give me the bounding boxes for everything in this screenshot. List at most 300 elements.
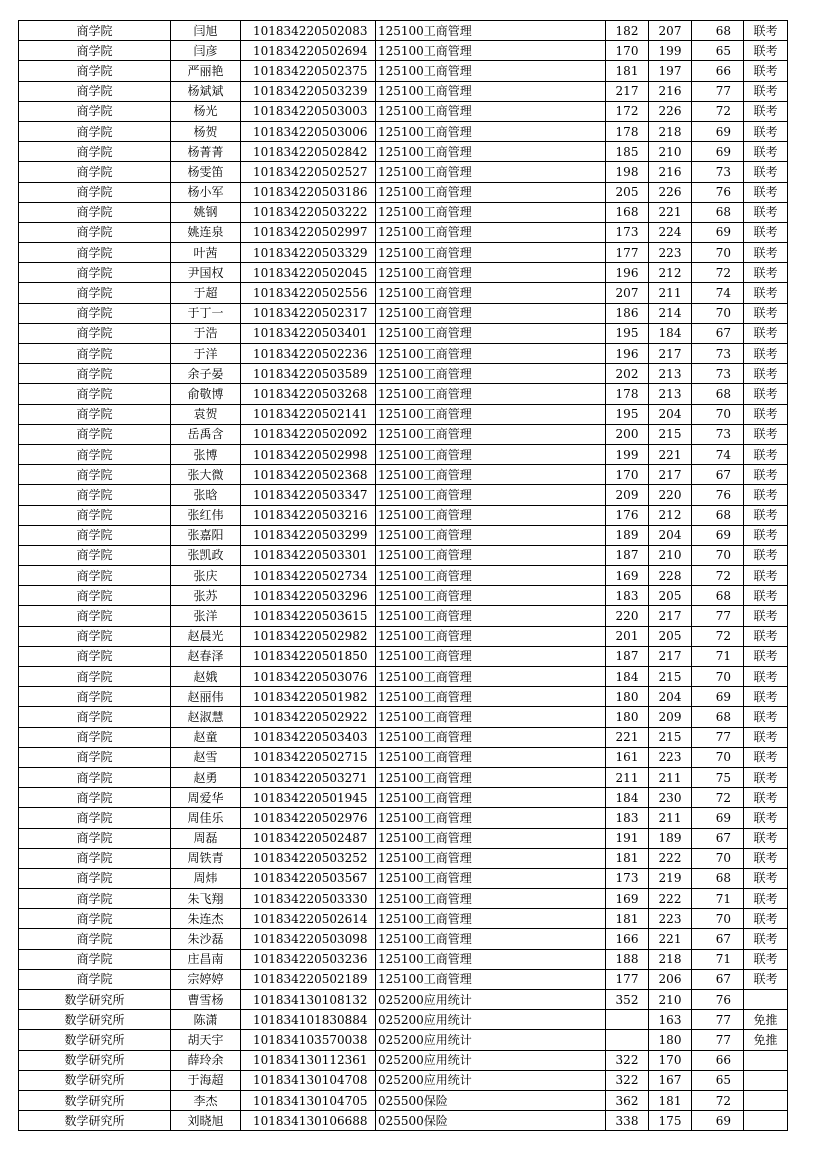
total-score-cell: 68 bbox=[692, 586, 744, 606]
major-cell: 125100工商管理 bbox=[376, 566, 606, 586]
department-cell: 商学院 bbox=[19, 243, 171, 263]
major-cell: 125100工商管理 bbox=[376, 868, 606, 888]
table-row bbox=[19, 444, 788, 464]
department-cell: 商学院 bbox=[19, 263, 171, 283]
name-cell: 杨小军 bbox=[171, 182, 241, 202]
exam-id-cell: 101834130106688 bbox=[241, 1111, 376, 1131]
exam-id-cell: 101834220502317 bbox=[241, 303, 376, 323]
initial-score-cell: 220 bbox=[606, 606, 649, 626]
retest-score-cell: 218 bbox=[649, 949, 692, 969]
major-cell: 125100工商管理 bbox=[376, 243, 606, 263]
retest-score-cell: 204 bbox=[649, 404, 692, 424]
table-row bbox=[19, 101, 788, 121]
name-cell: 于海超 bbox=[171, 1070, 241, 1090]
total-score-cell: 68 bbox=[692, 21, 744, 41]
major-cell: 125100工商管理 bbox=[376, 41, 606, 61]
retest-score-cell: 170 bbox=[649, 1050, 692, 1070]
exam-id-cell: 101834101830884 bbox=[241, 1010, 376, 1030]
name-cell: 周炜 bbox=[171, 868, 241, 888]
table-row bbox=[19, 727, 788, 747]
retest-score-cell: 222 bbox=[649, 848, 692, 868]
retest-score-cell: 211 bbox=[649, 767, 692, 787]
retest-score-cell: 210 bbox=[649, 990, 692, 1010]
initial-score-cell bbox=[606, 1010, 649, 1030]
table-row bbox=[19, 61, 788, 81]
table-row bbox=[19, 586, 788, 606]
total-score-cell: 71 bbox=[692, 646, 744, 666]
department-cell: 商学院 bbox=[19, 626, 171, 646]
total-score-cell: 69 bbox=[692, 142, 744, 162]
exam-id-cell: 101834220502375 bbox=[241, 61, 376, 81]
department-cell: 商学院 bbox=[19, 505, 171, 525]
table-row bbox=[19, 808, 788, 828]
exam-id-cell: 101834220502045 bbox=[241, 263, 376, 283]
category-cell: 联考 bbox=[744, 41, 788, 61]
total-score-cell: 70 bbox=[692, 848, 744, 868]
name-cell: 张洋 bbox=[171, 606, 241, 626]
major-cell: 125100工商管理 bbox=[376, 303, 606, 323]
retest-score-cell: 184 bbox=[649, 323, 692, 343]
exam-id-cell: 101834220503186 bbox=[241, 182, 376, 202]
initial-score-cell: 187 bbox=[606, 545, 649, 565]
table-row bbox=[19, 788, 788, 808]
table-row bbox=[19, 424, 788, 444]
total-score-cell: 65 bbox=[692, 41, 744, 61]
initial-score-cell: 195 bbox=[606, 323, 649, 343]
retest-score-cell: 180 bbox=[649, 1030, 692, 1050]
exam-id-cell: 101834220502236 bbox=[241, 344, 376, 364]
name-cell: 刘晓旭 bbox=[171, 1111, 241, 1131]
category-cell: 联考 bbox=[744, 384, 788, 404]
table-row bbox=[19, 162, 788, 182]
total-score-cell: 75 bbox=[692, 767, 744, 787]
major-cell: 125100工商管理 bbox=[376, 162, 606, 182]
category-cell: 联考 bbox=[744, 243, 788, 263]
department-cell: 商学院 bbox=[19, 828, 171, 848]
total-score-cell: 74 bbox=[692, 444, 744, 464]
table-row bbox=[19, 505, 788, 525]
major-cell: 125100工商管理 bbox=[376, 61, 606, 81]
table-row bbox=[19, 707, 788, 727]
table-row bbox=[19, 202, 788, 222]
department-cell: 商学院 bbox=[19, 707, 171, 727]
total-score-cell: 70 bbox=[692, 404, 744, 424]
retest-score-cell: 214 bbox=[649, 303, 692, 323]
exam-id-cell: 101834220502694 bbox=[241, 41, 376, 61]
name-cell: 杨光 bbox=[171, 101, 241, 121]
exam-id-cell: 101834220503006 bbox=[241, 121, 376, 141]
retest-score-cell: 223 bbox=[649, 243, 692, 263]
total-score-cell: 69 bbox=[692, 1111, 744, 1131]
department-cell: 数学研究所 bbox=[19, 1070, 171, 1090]
category-cell: 联考 bbox=[744, 404, 788, 424]
exam-id-cell: 101834103570038 bbox=[241, 1030, 376, 1050]
retest-score-cell: 204 bbox=[649, 687, 692, 707]
total-score-cell: 68 bbox=[692, 868, 744, 888]
name-cell: 薛玲余 bbox=[171, 1050, 241, 1070]
name-cell: 姚钢 bbox=[171, 202, 241, 222]
table-row bbox=[19, 626, 788, 646]
department-cell: 商学院 bbox=[19, 142, 171, 162]
exam-id-cell: 101834220502083 bbox=[241, 21, 376, 41]
total-score-cell: 70 bbox=[692, 545, 744, 565]
initial-score-cell: 183 bbox=[606, 808, 649, 828]
table-row bbox=[19, 81, 788, 101]
table-row bbox=[19, 1010, 788, 1030]
retest-score-cell: 213 bbox=[649, 364, 692, 384]
major-cell: 125100工商管理 bbox=[376, 747, 606, 767]
initial-score-cell bbox=[606, 1030, 649, 1050]
major-cell: 125100工商管理 bbox=[376, 404, 606, 424]
total-score-cell: 69 bbox=[692, 222, 744, 242]
department-cell: 商学院 bbox=[19, 909, 171, 929]
major-cell: 125100工商管理 bbox=[376, 788, 606, 808]
category-cell: 联考 bbox=[744, 767, 788, 787]
initial-score-cell: 181 bbox=[606, 61, 649, 81]
initial-score-cell: 322 bbox=[606, 1050, 649, 1070]
initial-score-cell: 182 bbox=[606, 21, 649, 41]
department-cell: 商学院 bbox=[19, 545, 171, 565]
category-cell: 联考 bbox=[744, 222, 788, 242]
major-cell: 125100工商管理 bbox=[376, 364, 606, 384]
department-cell: 商学院 bbox=[19, 121, 171, 141]
exam-id-cell: 101834220502976 bbox=[241, 808, 376, 828]
category-cell: 联考 bbox=[744, 303, 788, 323]
retest-score-cell: 163 bbox=[649, 1010, 692, 1030]
retest-score-cell: 215 bbox=[649, 667, 692, 687]
initial-score-cell: 169 bbox=[606, 889, 649, 909]
major-cell: 125100工商管理 bbox=[376, 707, 606, 727]
major-cell: 125100工商管理 bbox=[376, 525, 606, 545]
major-cell: 125100工商管理 bbox=[376, 202, 606, 222]
initial-score-cell: 195 bbox=[606, 404, 649, 424]
total-score-cell: 72 bbox=[692, 788, 744, 808]
name-cell: 庄昌南 bbox=[171, 949, 241, 969]
retest-score-cell: 217 bbox=[649, 344, 692, 364]
name-cell: 朱连杰 bbox=[171, 909, 241, 929]
table-row bbox=[19, 525, 788, 545]
retest-score-cell: 226 bbox=[649, 182, 692, 202]
name-cell: 赵淑慧 bbox=[171, 707, 241, 727]
total-score-cell: 77 bbox=[692, 727, 744, 747]
initial-score-cell: 185 bbox=[606, 142, 649, 162]
category-cell: 联考 bbox=[744, 344, 788, 364]
initial-score-cell: 202 bbox=[606, 364, 649, 384]
retest-score-cell: 205 bbox=[649, 626, 692, 646]
category-cell: 联考 bbox=[744, 788, 788, 808]
name-cell: 杨雯笛 bbox=[171, 162, 241, 182]
initial-score-cell: 196 bbox=[606, 263, 649, 283]
major-cell: 125100工商管理 bbox=[376, 929, 606, 949]
table-row bbox=[19, 485, 788, 505]
department-cell: 数学研究所 bbox=[19, 1010, 171, 1030]
retest-score-cell: 221 bbox=[649, 202, 692, 222]
department-cell: 商学院 bbox=[19, 889, 171, 909]
exam-id-cell: 101834220502982 bbox=[241, 626, 376, 646]
category-cell: 联考 bbox=[744, 182, 788, 202]
retest-score-cell: 224 bbox=[649, 222, 692, 242]
initial-score-cell: 201 bbox=[606, 626, 649, 646]
retest-score-cell: 206 bbox=[649, 969, 692, 989]
name-cell: 于超 bbox=[171, 283, 241, 303]
exam-id-cell: 101834220502092 bbox=[241, 424, 376, 444]
table-row bbox=[19, 344, 788, 364]
major-cell: 125100工商管理 bbox=[376, 81, 606, 101]
name-cell: 胡天宇 bbox=[171, 1030, 241, 1050]
retest-score-cell: 216 bbox=[649, 81, 692, 101]
admission-score-table bbox=[18, 20, 788, 1131]
exam-id-cell: 101834130104708 bbox=[241, 1070, 376, 1090]
table-row bbox=[19, 566, 788, 586]
table-row bbox=[19, 404, 788, 424]
name-cell: 杨贺 bbox=[171, 121, 241, 141]
exam-id-cell: 101834130108132 bbox=[241, 990, 376, 1010]
table-row bbox=[19, 767, 788, 787]
major-cell: 125100工商管理 bbox=[376, 323, 606, 343]
category-cell: 联考 bbox=[744, 828, 788, 848]
exam-id-cell: 101834220503301 bbox=[241, 545, 376, 565]
major-cell: 125100工商管理 bbox=[376, 384, 606, 404]
department-cell: 商学院 bbox=[19, 586, 171, 606]
department-cell: 商学院 bbox=[19, 21, 171, 41]
department-cell: 商学院 bbox=[19, 646, 171, 666]
retest-score-cell: 222 bbox=[649, 889, 692, 909]
major-cell: 125100工商管理 bbox=[376, 182, 606, 202]
department-cell: 商学院 bbox=[19, 949, 171, 969]
initial-score-cell: 199 bbox=[606, 444, 649, 464]
department-cell: 商学院 bbox=[19, 424, 171, 444]
major-cell: 125100工商管理 bbox=[376, 969, 606, 989]
category-cell: 联考 bbox=[744, 566, 788, 586]
major-cell: 125100工商管理 bbox=[376, 465, 606, 485]
total-score-cell: 72 bbox=[692, 101, 744, 121]
major-cell: 125100工商管理 bbox=[376, 646, 606, 666]
table-row bbox=[19, 949, 788, 969]
exam-id-cell: 101834220502487 bbox=[241, 828, 376, 848]
retest-score-cell: 230 bbox=[649, 788, 692, 808]
retest-score-cell: 210 bbox=[649, 545, 692, 565]
total-score-cell: 70 bbox=[692, 243, 744, 263]
total-score-cell: 72 bbox=[692, 1090, 744, 1110]
table-row bbox=[19, 606, 788, 626]
department-cell: 商学院 bbox=[19, 969, 171, 989]
department-cell: 商学院 bbox=[19, 727, 171, 747]
exam-id-cell: 101834220501945 bbox=[241, 788, 376, 808]
exam-id-cell: 101834220502842 bbox=[241, 142, 376, 162]
major-cell: 125100工商管理 bbox=[376, 222, 606, 242]
department-cell: 商学院 bbox=[19, 485, 171, 505]
total-score-cell: 68 bbox=[692, 707, 744, 727]
exam-id-cell: 101834220503589 bbox=[241, 364, 376, 384]
category-cell: 联考 bbox=[744, 586, 788, 606]
category-cell: 联考 bbox=[744, 626, 788, 646]
total-score-cell: 77 bbox=[692, 1030, 744, 1050]
name-cell: 严丽艳 bbox=[171, 61, 241, 81]
major-cell: 125100工商管理 bbox=[376, 848, 606, 868]
table-row bbox=[19, 182, 788, 202]
category-cell: 联考 bbox=[744, 646, 788, 666]
major-cell: 125100工商管理 bbox=[376, 727, 606, 747]
department-cell: 数学研究所 bbox=[19, 1111, 171, 1131]
category-cell: 联考 bbox=[744, 101, 788, 121]
table-row bbox=[19, 1111, 788, 1131]
department-cell: 商学院 bbox=[19, 323, 171, 343]
exam-id-cell: 101834220503236 bbox=[241, 949, 376, 969]
name-cell: 于浩 bbox=[171, 323, 241, 343]
exam-id-cell: 101834220503567 bbox=[241, 868, 376, 888]
initial-score-cell: 177 bbox=[606, 969, 649, 989]
category-cell: 联考 bbox=[744, 667, 788, 687]
retest-score-cell: 210 bbox=[649, 142, 692, 162]
table-row bbox=[19, 687, 788, 707]
retest-score-cell: 213 bbox=[649, 384, 692, 404]
initial-score-cell: 217 bbox=[606, 81, 649, 101]
exam-id-cell: 101834220503003 bbox=[241, 101, 376, 121]
table-row bbox=[19, 1090, 788, 1110]
total-score-cell: 77 bbox=[692, 1010, 744, 1030]
major-cell: 125100工商管理 bbox=[376, 909, 606, 929]
category-cell: 联考 bbox=[744, 424, 788, 444]
department-cell: 商学院 bbox=[19, 303, 171, 323]
exam-id-cell: 101834220502998 bbox=[241, 444, 376, 464]
total-score-cell: 65 bbox=[692, 1070, 744, 1090]
total-score-cell: 72 bbox=[692, 626, 744, 646]
total-score-cell: 74 bbox=[692, 283, 744, 303]
total-score-cell: 73 bbox=[692, 424, 744, 444]
initial-score-cell: 173 bbox=[606, 868, 649, 888]
name-cell: 朱飞翔 bbox=[171, 889, 241, 909]
retest-score-cell: 217 bbox=[649, 465, 692, 485]
table-row bbox=[19, 121, 788, 141]
retest-score-cell: 220 bbox=[649, 485, 692, 505]
major-cell: 025200应用统计 bbox=[376, 1010, 606, 1030]
category-cell: 联考 bbox=[744, 848, 788, 868]
initial-score-cell: 200 bbox=[606, 424, 649, 444]
department-cell: 商学院 bbox=[19, 929, 171, 949]
major-cell: 125100工商管理 bbox=[376, 283, 606, 303]
department-cell: 商学院 bbox=[19, 566, 171, 586]
exam-id-cell: 101834220503403 bbox=[241, 727, 376, 747]
total-score-cell: 69 bbox=[692, 808, 744, 828]
name-cell: 朱沙磊 bbox=[171, 929, 241, 949]
total-score-cell: 66 bbox=[692, 61, 744, 81]
exam-id-cell: 101834220502189 bbox=[241, 969, 376, 989]
name-cell: 赵雪 bbox=[171, 747, 241, 767]
major-cell: 125100工商管理 bbox=[376, 687, 606, 707]
retest-score-cell: 221 bbox=[649, 444, 692, 464]
total-score-cell: 70 bbox=[692, 303, 744, 323]
total-score-cell: 72 bbox=[692, 263, 744, 283]
name-cell: 张晗 bbox=[171, 485, 241, 505]
total-score-cell: 69 bbox=[692, 525, 744, 545]
total-score-cell: 70 bbox=[692, 667, 744, 687]
name-cell: 于洋 bbox=[171, 344, 241, 364]
initial-score-cell: 178 bbox=[606, 121, 649, 141]
total-score-cell: 67 bbox=[692, 465, 744, 485]
initial-score-cell: 186 bbox=[606, 303, 649, 323]
initial-score-cell: 187 bbox=[606, 646, 649, 666]
total-score-cell: 67 bbox=[692, 929, 744, 949]
category-cell: 联考 bbox=[744, 808, 788, 828]
exam-id-cell: 101834220503615 bbox=[241, 606, 376, 626]
table-row bbox=[19, 364, 788, 384]
name-cell: 闫彦 bbox=[171, 41, 241, 61]
initial-score-cell: 322 bbox=[606, 1070, 649, 1090]
table-row bbox=[19, 142, 788, 162]
major-cell: 125100工商管理 bbox=[376, 263, 606, 283]
name-cell: 赵春泽 bbox=[171, 646, 241, 666]
category-cell: 联考 bbox=[744, 707, 788, 727]
exam-id-cell: 101834220503098 bbox=[241, 929, 376, 949]
retest-score-cell: 207 bbox=[649, 21, 692, 41]
retest-score-cell: 217 bbox=[649, 606, 692, 626]
category-cell bbox=[744, 1111, 788, 1131]
department-cell: 商学院 bbox=[19, 283, 171, 303]
retest-score-cell: 205 bbox=[649, 586, 692, 606]
initial-score-cell: 205 bbox=[606, 182, 649, 202]
major-cell: 125100工商管理 bbox=[376, 667, 606, 687]
major-cell: 125100工商管理 bbox=[376, 889, 606, 909]
name-cell: 李杰 bbox=[171, 1090, 241, 1110]
department-cell: 商学院 bbox=[19, 465, 171, 485]
initial-score-cell: 352 bbox=[606, 990, 649, 1010]
name-cell: 周铁青 bbox=[171, 848, 241, 868]
category-cell: 联考 bbox=[744, 909, 788, 929]
total-score-cell: 76 bbox=[692, 990, 744, 1010]
initial-score-cell: 170 bbox=[606, 465, 649, 485]
initial-score-cell: 184 bbox=[606, 667, 649, 687]
category-cell: 联考 bbox=[744, 81, 788, 101]
table-row bbox=[19, 283, 788, 303]
retest-score-cell: 215 bbox=[649, 424, 692, 444]
name-cell: 闫旭 bbox=[171, 21, 241, 41]
exam-id-cell: 101834220502527 bbox=[241, 162, 376, 182]
initial-score-cell: 170 bbox=[606, 41, 649, 61]
category-cell: 联考 bbox=[744, 727, 788, 747]
exam-id-cell: 101834220503271 bbox=[241, 767, 376, 787]
total-score-cell: 68 bbox=[692, 505, 744, 525]
department-cell: 商学院 bbox=[19, 606, 171, 626]
department-cell: 商学院 bbox=[19, 808, 171, 828]
table-row bbox=[19, 1050, 788, 1070]
initial-score-cell: 189 bbox=[606, 525, 649, 545]
category-cell: 联考 bbox=[744, 121, 788, 141]
department-cell: 商学院 bbox=[19, 747, 171, 767]
exam-id-cell: 101834220503216 bbox=[241, 505, 376, 525]
table-row bbox=[19, 828, 788, 848]
category-cell: 联考 bbox=[744, 61, 788, 81]
retest-score-cell: 199 bbox=[649, 41, 692, 61]
retest-score-cell: 218 bbox=[649, 121, 692, 141]
total-score-cell: 72 bbox=[692, 566, 744, 586]
exam-id-cell: 101834220502734 bbox=[241, 566, 376, 586]
initial-score-cell: 180 bbox=[606, 687, 649, 707]
major-cell: 125100工商管理 bbox=[376, 142, 606, 162]
table-row bbox=[19, 929, 788, 949]
initial-score-cell: 184 bbox=[606, 788, 649, 808]
name-cell: 杨斌斌 bbox=[171, 81, 241, 101]
initial-score-cell: 173 bbox=[606, 222, 649, 242]
major-cell: 025200应用统计 bbox=[376, 990, 606, 1010]
category-cell: 联考 bbox=[744, 263, 788, 283]
retest-score-cell: 228 bbox=[649, 566, 692, 586]
category-cell: 联考 bbox=[744, 283, 788, 303]
exam-id-cell: 101834220503252 bbox=[241, 848, 376, 868]
total-score-cell: 73 bbox=[692, 344, 744, 364]
category-cell: 联考 bbox=[744, 747, 788, 767]
initial-score-cell: 188 bbox=[606, 949, 649, 969]
major-cell: 125100工商管理 bbox=[376, 21, 606, 41]
